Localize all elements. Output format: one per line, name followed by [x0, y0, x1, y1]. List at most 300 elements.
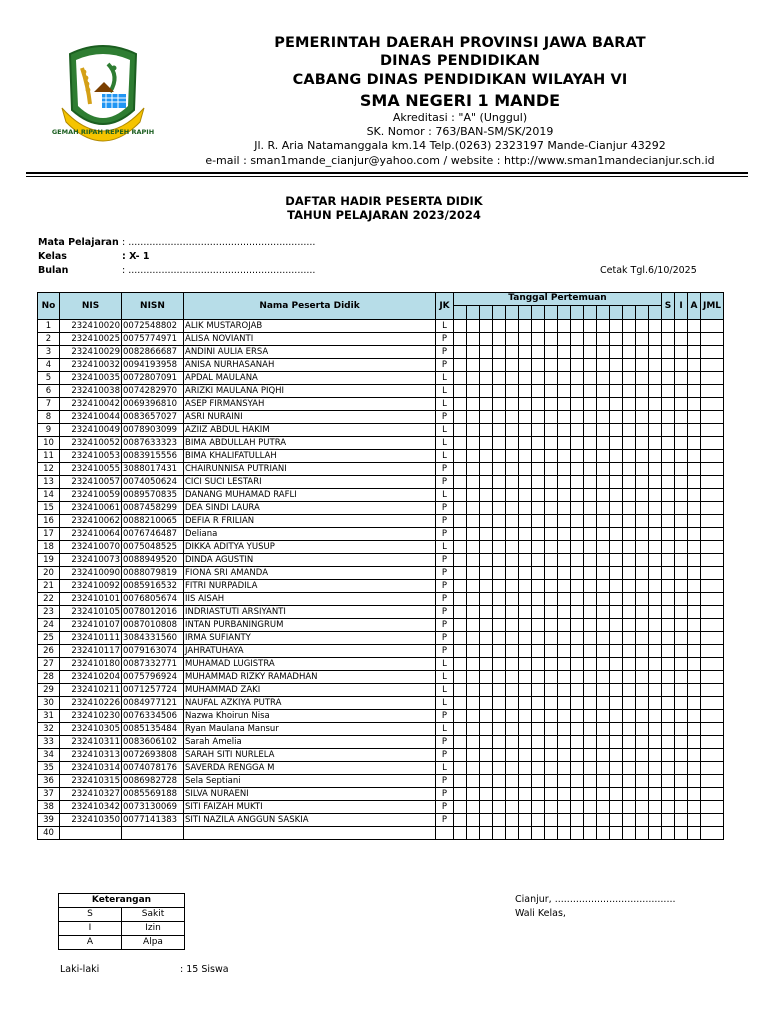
attendance-cell[interactable] [454, 346, 467, 359]
summary-cell[interactable] [701, 619, 724, 632]
attendance-cell[interactable] [506, 528, 519, 541]
attendance-cell[interactable] [584, 606, 597, 619]
attendance-cell[interactable] [454, 411, 467, 424]
attendance-cell[interactable] [636, 372, 649, 385]
attendance-cell[interactable] [480, 736, 493, 749]
attendance-cell[interactable] [584, 528, 597, 541]
attendance-cell[interactable] [623, 502, 636, 515]
summary-cell[interactable] [662, 476, 675, 489]
attendance-cell[interactable] [636, 775, 649, 788]
attendance-cell[interactable] [545, 619, 558, 632]
summary-cell[interactable] [688, 398, 701, 411]
summary-cell[interactable] [675, 528, 688, 541]
summary-cell[interactable] [688, 697, 701, 710]
attendance-cell[interactable] [597, 320, 610, 333]
attendance-cell[interactable] [506, 489, 519, 502]
attendance-cell[interactable] [571, 801, 584, 814]
attendance-cell[interactable] [454, 580, 467, 593]
attendance-cell[interactable] [571, 437, 584, 450]
attendance-cell[interactable] [558, 645, 571, 658]
attendance-cell[interactable] [454, 801, 467, 814]
attendance-cell[interactable] [532, 788, 545, 801]
attendance-cell[interactable] [584, 320, 597, 333]
attendance-cell[interactable] [480, 567, 493, 580]
attendance-cell[interactable] [558, 372, 571, 385]
attendance-cell[interactable] [597, 619, 610, 632]
attendance-cell[interactable] [649, 411, 662, 424]
attendance-cell[interactable] [493, 827, 506, 840]
attendance-cell[interactable] [597, 801, 610, 814]
attendance-cell[interactable] [467, 684, 480, 697]
attendance-cell[interactable] [623, 671, 636, 684]
attendance-cell[interactable] [571, 658, 584, 671]
attendance-cell[interactable] [506, 359, 519, 372]
attendance-cell[interactable] [480, 424, 493, 437]
attendance-cell[interactable] [558, 476, 571, 489]
attendance-cell[interactable] [493, 710, 506, 723]
attendance-cell[interactable] [467, 788, 480, 801]
summary-cell[interactable] [662, 827, 675, 840]
attendance-cell[interactable] [493, 684, 506, 697]
attendance-cell[interactable] [493, 736, 506, 749]
attendance-cell[interactable] [571, 424, 584, 437]
attendance-cell[interactable] [519, 697, 532, 710]
attendance-cell[interactable] [519, 814, 532, 827]
attendance-cell[interactable] [454, 671, 467, 684]
attendance-cell[interactable] [610, 671, 623, 684]
attendance-cell[interactable] [571, 320, 584, 333]
attendance-cell[interactable] [610, 346, 623, 359]
attendance-cell[interactable] [610, 554, 623, 567]
attendance-cell[interactable] [610, 788, 623, 801]
attendance-cell[interactable] [571, 346, 584, 359]
attendance-cell[interactable] [649, 320, 662, 333]
attendance-cell[interactable] [610, 580, 623, 593]
attendance-cell[interactable] [532, 710, 545, 723]
summary-cell[interactable] [701, 489, 724, 502]
attendance-cell[interactable] [493, 775, 506, 788]
attendance-cell[interactable] [571, 710, 584, 723]
attendance-cell[interactable] [597, 710, 610, 723]
attendance-cell[interactable] [623, 645, 636, 658]
attendance-cell[interactable] [636, 645, 649, 658]
summary-cell[interactable] [675, 359, 688, 372]
summary-cell[interactable] [701, 684, 724, 697]
attendance-cell[interactable] [467, 801, 480, 814]
attendance-cell[interactable] [506, 463, 519, 476]
attendance-cell[interactable] [584, 385, 597, 398]
attendance-cell[interactable] [571, 385, 584, 398]
attendance-cell[interactable] [506, 684, 519, 697]
attendance-cell[interactable] [519, 359, 532, 372]
attendance-cell[interactable] [480, 476, 493, 489]
attendance-cell[interactable] [532, 450, 545, 463]
attendance-cell[interactable] [584, 333, 597, 346]
summary-cell[interactable] [701, 567, 724, 580]
attendance-cell[interactable] [584, 346, 597, 359]
attendance-cell[interactable] [454, 541, 467, 554]
attendance-cell[interactable] [493, 749, 506, 762]
attendance-cell[interactable] [610, 593, 623, 606]
attendance-cell[interactable] [623, 684, 636, 697]
attendance-cell[interactable] [467, 593, 480, 606]
summary-cell[interactable] [688, 463, 701, 476]
attendance-cell[interactable] [519, 554, 532, 567]
attendance-cell[interactable] [610, 801, 623, 814]
attendance-cell[interactable] [610, 749, 623, 762]
attendance-cell[interactable] [584, 463, 597, 476]
attendance-cell[interactable] [584, 489, 597, 502]
attendance-cell[interactable] [584, 723, 597, 736]
attendance-cell[interactable] [493, 437, 506, 450]
attendance-cell[interactable] [545, 710, 558, 723]
attendance-cell[interactable] [545, 476, 558, 489]
attendance-cell[interactable] [467, 775, 480, 788]
attendance-cell[interactable] [558, 619, 571, 632]
attendance-cell[interactable] [519, 346, 532, 359]
attendance-cell[interactable] [571, 580, 584, 593]
summary-cell[interactable] [675, 372, 688, 385]
attendance-cell[interactable] [480, 775, 493, 788]
attendance-cell[interactable] [649, 489, 662, 502]
attendance-cell[interactable] [584, 424, 597, 437]
summary-cell[interactable] [675, 632, 688, 645]
attendance-cell[interactable] [493, 554, 506, 567]
attendance-cell[interactable] [506, 372, 519, 385]
attendance-cell[interactable] [532, 658, 545, 671]
attendance-cell[interactable] [636, 567, 649, 580]
attendance-cell[interactable] [506, 580, 519, 593]
attendance-cell[interactable] [649, 528, 662, 541]
attendance-cell[interactable] [467, 749, 480, 762]
attendance-cell[interactable] [597, 723, 610, 736]
attendance-cell[interactable] [649, 515, 662, 528]
attendance-cell[interactable] [649, 541, 662, 554]
attendance-cell[interactable] [558, 749, 571, 762]
summary-cell[interactable] [662, 762, 675, 775]
attendance-cell[interactable] [571, 788, 584, 801]
attendance-cell[interactable] [467, 554, 480, 567]
attendance-cell[interactable] [558, 775, 571, 788]
attendance-cell[interactable] [623, 814, 636, 827]
attendance-cell[interactable] [545, 671, 558, 684]
attendance-cell[interactable] [649, 372, 662, 385]
attendance-cell[interactable] [493, 476, 506, 489]
summary-cell[interactable] [688, 502, 701, 515]
attendance-cell[interactable] [467, 333, 480, 346]
attendance-cell[interactable] [623, 463, 636, 476]
attendance-cell[interactable] [636, 437, 649, 450]
attendance-cell[interactable] [584, 515, 597, 528]
attendance-cell[interactable] [636, 723, 649, 736]
attendance-cell[interactable] [597, 567, 610, 580]
attendance-cell[interactable] [649, 788, 662, 801]
summary-cell[interactable] [688, 580, 701, 593]
attendance-cell[interactable] [480, 632, 493, 645]
attendance-cell[interactable] [649, 671, 662, 684]
attendance-cell[interactable] [545, 502, 558, 515]
attendance-cell[interactable] [597, 632, 610, 645]
attendance-cell[interactable] [467, 411, 480, 424]
attendance-cell[interactable] [519, 320, 532, 333]
summary-cell[interactable] [675, 450, 688, 463]
attendance-cell[interactable] [636, 528, 649, 541]
summary-cell[interactable] [701, 775, 724, 788]
summary-cell[interactable] [701, 788, 724, 801]
attendance-cell[interactable] [467, 502, 480, 515]
attendance-cell[interactable] [493, 593, 506, 606]
attendance-cell[interactable] [571, 749, 584, 762]
attendance-cell[interactable] [649, 645, 662, 658]
summary-cell[interactable] [675, 658, 688, 671]
attendance-cell[interactable] [454, 450, 467, 463]
attendance-cell[interactable] [545, 398, 558, 411]
attendance-cell[interactable] [623, 359, 636, 372]
attendance-cell[interactable] [584, 619, 597, 632]
attendance-cell[interactable] [597, 385, 610, 398]
attendance-cell[interactable] [545, 411, 558, 424]
summary-cell[interactable] [662, 372, 675, 385]
attendance-cell[interactable] [584, 372, 597, 385]
attendance-cell[interactable] [623, 528, 636, 541]
attendance-cell[interactable] [532, 749, 545, 762]
summary-cell[interactable] [701, 710, 724, 723]
attendance-cell[interactable] [532, 346, 545, 359]
attendance-cell[interactable] [506, 437, 519, 450]
attendance-cell[interactable] [636, 736, 649, 749]
summary-cell[interactable] [675, 398, 688, 411]
attendance-cell[interactable] [519, 411, 532, 424]
attendance-cell[interactable] [519, 476, 532, 489]
attendance-cell[interactable] [454, 645, 467, 658]
attendance-cell[interactable] [519, 606, 532, 619]
attendance-cell[interactable] [545, 801, 558, 814]
summary-cell[interactable] [701, 372, 724, 385]
summary-cell[interactable] [688, 632, 701, 645]
attendance-cell[interactable] [506, 398, 519, 411]
attendance-cell[interactable] [519, 567, 532, 580]
summary-cell[interactable] [688, 801, 701, 814]
attendance-cell[interactable] [454, 619, 467, 632]
attendance-cell[interactable] [584, 645, 597, 658]
attendance-cell[interactable] [571, 632, 584, 645]
summary-cell[interactable] [701, 320, 724, 333]
attendance-cell[interactable] [454, 424, 467, 437]
summary-cell[interactable] [662, 749, 675, 762]
summary-cell[interactable] [675, 554, 688, 567]
attendance-cell[interactable] [480, 372, 493, 385]
attendance-cell[interactable] [519, 658, 532, 671]
summary-cell[interactable] [662, 697, 675, 710]
attendance-cell[interactable] [610, 723, 623, 736]
attendance-cell[interactable] [454, 788, 467, 801]
attendance-cell[interactable] [467, 736, 480, 749]
attendance-cell[interactable] [532, 723, 545, 736]
attendance-cell[interactable] [467, 450, 480, 463]
attendance-cell[interactable] [545, 697, 558, 710]
attendance-cell[interactable] [636, 619, 649, 632]
summary-cell[interactable] [688, 710, 701, 723]
attendance-cell[interactable] [584, 411, 597, 424]
attendance-cell[interactable] [623, 736, 636, 749]
attendance-cell[interactable] [584, 580, 597, 593]
summary-cell[interactable] [675, 541, 688, 554]
attendance-cell[interactable] [584, 801, 597, 814]
attendance-cell[interactable] [584, 736, 597, 749]
attendance-cell[interactable] [454, 489, 467, 502]
summary-cell[interactable] [675, 801, 688, 814]
attendance-cell[interactable] [584, 593, 597, 606]
summary-cell[interactable] [701, 437, 724, 450]
summary-cell[interactable] [662, 489, 675, 502]
attendance-cell[interactable] [558, 515, 571, 528]
attendance-cell[interactable] [597, 476, 610, 489]
attendance-cell[interactable] [480, 346, 493, 359]
attendance-cell[interactable] [480, 619, 493, 632]
summary-cell[interactable] [675, 710, 688, 723]
attendance-cell[interactable] [558, 424, 571, 437]
attendance-cell[interactable] [636, 398, 649, 411]
attendance-cell[interactable] [636, 554, 649, 567]
attendance-cell[interactable] [597, 762, 610, 775]
attendance-cell[interactable] [454, 684, 467, 697]
attendance-cell[interactable] [558, 580, 571, 593]
summary-cell[interactable] [701, 502, 724, 515]
attendance-cell[interactable] [519, 424, 532, 437]
attendance-cell[interactable] [610, 528, 623, 541]
attendance-cell[interactable] [519, 710, 532, 723]
attendance-cell[interactable] [636, 684, 649, 697]
attendance-cell[interactable] [480, 320, 493, 333]
attendance-cell[interactable] [506, 541, 519, 554]
summary-cell[interactable] [688, 515, 701, 528]
attendance-cell[interactable] [454, 697, 467, 710]
attendance-cell[interactable] [493, 463, 506, 476]
summary-cell[interactable] [688, 671, 701, 684]
attendance-cell[interactable] [493, 398, 506, 411]
attendance-cell[interactable] [493, 411, 506, 424]
attendance-cell[interactable] [597, 450, 610, 463]
attendance-cell[interactable] [532, 372, 545, 385]
attendance-cell[interactable] [558, 814, 571, 827]
attendance-cell[interactable] [519, 398, 532, 411]
attendance-cell[interactable] [545, 762, 558, 775]
attendance-cell[interactable] [558, 385, 571, 398]
attendance-cell[interactable] [623, 424, 636, 437]
attendance-cell[interactable] [571, 398, 584, 411]
summary-cell[interactable] [675, 788, 688, 801]
attendance-cell[interactable] [532, 606, 545, 619]
attendance-cell[interactable] [584, 541, 597, 554]
attendance-cell[interactable] [623, 476, 636, 489]
attendance-cell[interactable] [623, 710, 636, 723]
attendance-cell[interactable] [467, 476, 480, 489]
attendance-cell[interactable] [571, 515, 584, 528]
attendance-cell[interactable] [454, 320, 467, 333]
attendance-cell[interactable] [454, 658, 467, 671]
attendance-cell[interactable] [467, 827, 480, 840]
attendance-cell[interactable] [610, 463, 623, 476]
attendance-cell[interactable] [480, 515, 493, 528]
attendance-cell[interactable] [506, 658, 519, 671]
attendance-cell[interactable] [623, 437, 636, 450]
attendance-cell[interactable] [532, 320, 545, 333]
summary-cell[interactable] [662, 645, 675, 658]
summary-cell[interactable] [701, 671, 724, 684]
summary-cell[interactable] [662, 788, 675, 801]
attendance-cell[interactable] [610, 476, 623, 489]
attendance-cell[interactable] [480, 450, 493, 463]
attendance-cell[interactable] [519, 489, 532, 502]
attendance-cell[interactable] [558, 398, 571, 411]
attendance-cell[interactable] [649, 359, 662, 372]
summary-cell[interactable] [701, 424, 724, 437]
attendance-cell[interactable] [467, 489, 480, 502]
attendance-cell[interactable] [597, 359, 610, 372]
attendance-cell[interactable] [610, 424, 623, 437]
attendance-cell[interactable] [636, 541, 649, 554]
attendance-cell[interactable] [610, 450, 623, 463]
attendance-cell[interactable] [571, 541, 584, 554]
attendance-cell[interactable] [519, 580, 532, 593]
attendance-cell[interactable] [506, 476, 519, 489]
attendance-cell[interactable] [597, 437, 610, 450]
attendance-cell[interactable] [519, 619, 532, 632]
attendance-cell[interactable] [480, 801, 493, 814]
attendance-cell[interactable] [545, 632, 558, 645]
attendance-cell[interactable] [623, 346, 636, 359]
attendance-cell[interactable] [532, 632, 545, 645]
attendance-cell[interactable] [532, 515, 545, 528]
attendance-cell[interactable] [571, 489, 584, 502]
summary-cell[interactable] [675, 580, 688, 593]
summary-cell[interactable] [688, 372, 701, 385]
attendance-cell[interactable] [480, 463, 493, 476]
attendance-cell[interactable] [532, 489, 545, 502]
summary-cell[interactable] [662, 723, 675, 736]
attendance-cell[interactable] [584, 632, 597, 645]
summary-cell[interactable] [662, 450, 675, 463]
attendance-cell[interactable] [454, 593, 467, 606]
attendance-cell[interactable] [532, 359, 545, 372]
summary-cell[interactable] [688, 827, 701, 840]
attendance-cell[interactable] [480, 489, 493, 502]
summary-cell[interactable] [675, 645, 688, 658]
attendance-cell[interactable] [597, 814, 610, 827]
attendance-cell[interactable] [571, 450, 584, 463]
attendance-cell[interactable] [467, 541, 480, 554]
attendance-cell[interactable] [545, 372, 558, 385]
attendance-cell[interactable] [506, 385, 519, 398]
attendance-cell[interactable] [636, 710, 649, 723]
attendance-cell[interactable] [467, 632, 480, 645]
attendance-cell[interactable] [571, 333, 584, 346]
attendance-cell[interactable] [480, 593, 493, 606]
summary-cell[interactable] [662, 320, 675, 333]
summary-cell[interactable] [688, 411, 701, 424]
attendance-cell[interactable] [467, 463, 480, 476]
attendance-cell[interactable] [532, 528, 545, 541]
attendance-cell[interactable] [584, 359, 597, 372]
attendance-cell[interactable] [597, 463, 610, 476]
summary-cell[interactable] [675, 762, 688, 775]
attendance-cell[interactable] [558, 411, 571, 424]
attendance-cell[interactable] [545, 567, 558, 580]
summary-cell[interactable] [701, 762, 724, 775]
attendance-cell[interactable] [636, 346, 649, 359]
attendance-cell[interactable] [493, 606, 506, 619]
attendance-cell[interactable] [545, 346, 558, 359]
